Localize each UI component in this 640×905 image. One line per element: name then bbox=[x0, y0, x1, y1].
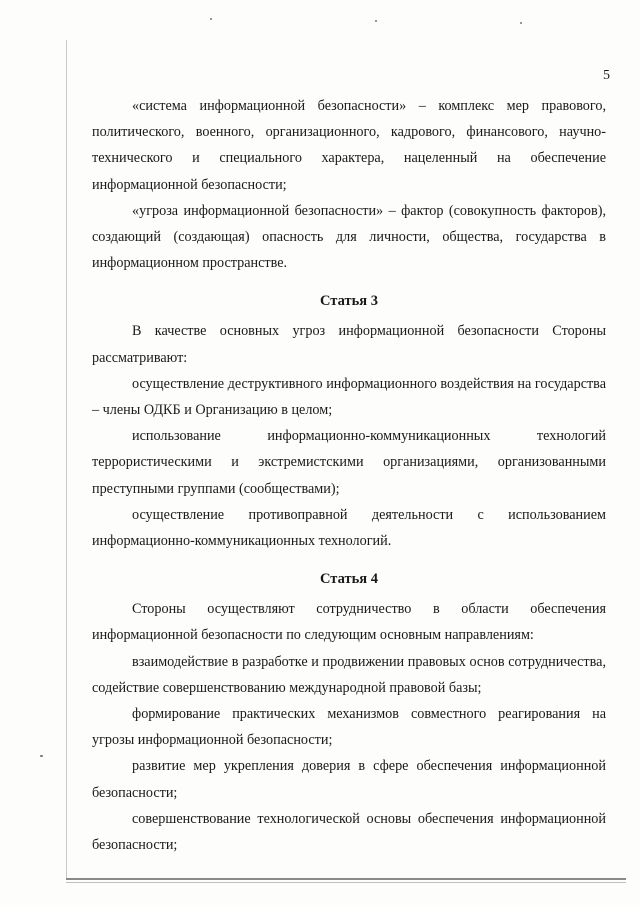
scan-speck bbox=[375, 20, 377, 22]
page-number: 5 bbox=[603, 68, 610, 83]
scan-edge-left bbox=[66, 40, 67, 880]
scan-speck bbox=[210, 18, 212, 20]
article-3-heading: Статья 3 bbox=[320, 293, 378, 310]
scan-edge-bottom-secondary bbox=[66, 882, 626, 883]
scan-speck bbox=[40, 755, 43, 757]
scan-edge-bottom bbox=[66, 878, 626, 880]
article-4-paragraph: формирование практических механизмов совместного реагирования на угрозы информационной безопасности; bbox=[92, 706, 606, 749]
article-3-paragraph: В качестве основных угроз информационной безопасности Стороны рассматривают: bbox=[92, 323, 606, 366]
article-4-paragraph: совершенствование технологической основы обеспечения информационной безопасности; bbox=[92, 810, 606, 854]
article-4-paragraph: Стороны осуществляют сотрудничество в области обеспечения информационной безопасности по следующим основным направлениям: bbox=[92, 601, 606, 644]
article-3-paragraph: использование информационно-коммуникационных технологий террористическими и экстремистскими организациями, организованными преступными группами (сообществами); bbox=[92, 428, 606, 497]
article-3-paragraph: осуществление противоправной деятельности с использованием информационно-коммуникационных технологий. bbox=[92, 506, 606, 550]
definition-paragraph: «угроза информационной безопасности» – фактор (совокупность факторов), создающий (создающая) опасность для личности, общества, государства в информационном пространстве. bbox=[92, 202, 606, 272]
definition-paragraph: «система информационной безопасности» – комплекс мер правового, политического, военного, организационного, кадрового, финансового, научно-технического и специального характера, нацеленный на обеспечение информационной безопасности; bbox=[92, 98, 606, 193]
article-4-paragraph: развитие мер укрепления доверия в сфере обеспечения информационной безопасности; bbox=[92, 758, 606, 801]
scan-speck bbox=[520, 22, 522, 24]
article-4-heading: Статья 4 bbox=[320, 571, 378, 588]
document-body bbox=[92, 93, 606, 858]
article-4-paragraph: взаимодействие в разработке и продвижении правовых основ сотрудничества, содействие совершенствованию международной правовой базы; bbox=[92, 653, 606, 696]
article-3-paragraph: осуществление деструктивного информационного воздействия на государства – члены ОДКБ и Организацию в целом; bbox=[92, 375, 606, 419]
